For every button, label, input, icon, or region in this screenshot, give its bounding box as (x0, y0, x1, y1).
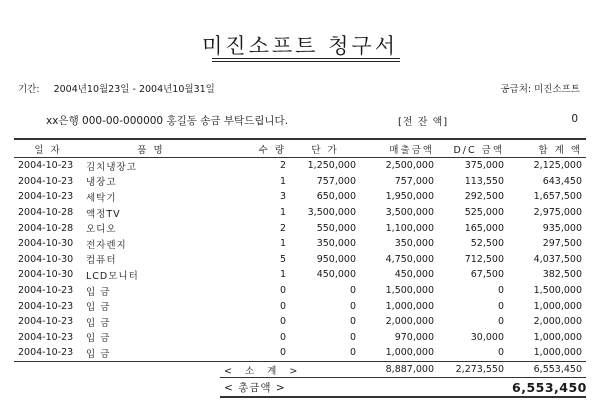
billing-period (18, 81, 215, 95)
cell-unit-price: 0 (349, 285, 356, 297)
cell-date: 2004-10-23 (18, 285, 74, 297)
table-row (14, 267, 586, 283)
invoice-title: 미진소프트 청구서 (202, 34, 398, 58)
col-header-date: 일 자 (14, 139, 82, 158)
cell-dc-amount: 67,500 (470, 269, 504, 281)
cell-unit-price: 0 (349, 347, 356, 359)
cell-qty: 2 (279, 222, 286, 234)
grand-total-label: < 총금액 > (220, 378, 438, 398)
grand-total-value: 6,553,450 (508, 378, 586, 398)
table-row (14, 298, 586, 314)
cell-unit-price: 757,000 (316, 175, 356, 187)
subtotal-row (14, 361, 586, 378)
cell-total: 382,500 (542, 269, 582, 281)
cell-sales-amount: 4,750,000 (385, 253, 434, 265)
cell-qty: 1 (279, 175, 286, 187)
table-row (14, 236, 586, 252)
cell-total: 1,000,000 (533, 300, 582, 312)
cell-dc-amount: 0 (497, 285, 504, 297)
cell-qty: 0 (279, 300, 286, 312)
cell-item-name: 김치냉장고 (86, 161, 137, 173)
subtotal-dc: 2,273,550 (438, 361, 508, 378)
cell-total: 2,000,000 (533, 316, 582, 328)
cell-dc-amount: 375,000 (464, 160, 504, 172)
cell-dc-amount: 0 (497, 347, 504, 359)
period-start: 2004년10월23일 (53, 84, 130, 95)
cell-dc-amount: 52,500 (470, 238, 504, 250)
cell-dc-amount: 113,550 (464, 175, 504, 187)
cell-dc-amount: 0 (497, 300, 504, 312)
col-header-item: 품 명 (82, 139, 220, 158)
cell-qty: 1 (279, 269, 286, 281)
previous-balance-label: [전 잔 액] (398, 117, 449, 128)
cell-date: 2004-10-28 (18, 207, 74, 219)
cell-item-name: 입 금 (86, 302, 111, 314)
cell-date: 2004-10-23 (18, 347, 74, 359)
cell-sales-amount: 1,500,000 (385, 285, 434, 297)
cell-item-name: 액정TV (86, 208, 121, 220)
period-end: 2004년10월31일 (138, 84, 215, 95)
cell-total: 297,500 (542, 238, 582, 250)
cell-qty: 0 (279, 285, 286, 297)
cell-item-name: 입 금 (86, 348, 111, 360)
cell-unit-price: 350,000 (316, 238, 356, 250)
cell-date: 2004-10-23 (18, 300, 74, 312)
table-row (14, 330, 586, 346)
table-row (14, 189, 586, 205)
supplier: 공급처: 미진소프트 (500, 84, 580, 95)
cell-total: 1,500,000 (533, 285, 582, 297)
cell-total: 2,975,000 (533, 207, 582, 219)
table-row (14, 283, 586, 299)
cell-sales-amount: 3,500,000 (385, 207, 434, 219)
cell-sales-amount: 970,000 (394, 331, 434, 343)
cell-total: 1,657,500 (533, 191, 582, 203)
cell-date: 2004-10-23 (18, 175, 74, 187)
cell-unit-price: 650,000 (316, 191, 356, 203)
col-header-price: 단 가 (290, 139, 360, 158)
cell-sales-amount: 2,500,000 (385, 160, 434, 172)
cell-total: 4,037,500 (533, 253, 582, 265)
cell-item-name: 냉장고 (86, 177, 117, 189)
cell-item-name: 입 금 (86, 286, 111, 298)
cell-date: 2004-10-23 (18, 316, 74, 328)
cell-date: 2004-10-30 (18, 238, 74, 250)
cell-unit-price: 950,000 (316, 253, 356, 265)
cell-total: 935,000 (542, 222, 582, 234)
cell-dc-amount: 0 (497, 316, 504, 328)
cell-dc-amount: 292,500 (464, 191, 504, 203)
cell-qty: 3 (279, 191, 286, 203)
table-row (14, 205, 586, 221)
cell-unit-price: 550,000 (316, 222, 356, 234)
cell-item-name: 오디오 (86, 224, 117, 236)
cell-item-name: LCD모니터 (86, 270, 139, 282)
table-row (14, 252, 586, 268)
cell-sales-amount: 1,000,000 (385, 300, 434, 312)
cell-dc-amount: 165,000 (464, 222, 504, 234)
cell-item-name: 입 금 (86, 333, 111, 345)
subtotal-total: 6,553,450 (508, 361, 586, 378)
cell-sales-amount: 1,100,000 (385, 222, 434, 234)
cell-unit-price: 450,000 (316, 269, 356, 281)
previous-balance-value: 0 (571, 113, 578, 125)
cell-item-name: 입 금 (86, 317, 111, 329)
grand-total-row (14, 378, 586, 398)
cell-sales-amount: 1,950,000 (385, 191, 434, 203)
cell-total: 1,000,000 (533, 347, 582, 359)
cell-item-name: 전자렌지 (86, 239, 127, 251)
cell-dc-amount: 30,000 (470, 331, 504, 343)
subtotal-label: < 소 계 > (220, 361, 360, 378)
cell-date: 2004-10-23 (18, 160, 74, 172)
cell-total: 1,000,000 (533, 331, 582, 343)
cell-unit-price: 1,250,000 (307, 160, 356, 172)
cell-sales-amount: 757,000 (394, 175, 434, 187)
cell-qty: 2 (279, 160, 286, 172)
subtotal-amount: 8,887,000 (360, 361, 438, 378)
cell-qty: 5 (279, 253, 286, 265)
cell-date: 2004-10-23 (18, 331, 74, 343)
bank-transfer-note: xx은행 000-00-000000 홍길동 송금 부탁드립니다. (46, 115, 289, 127)
invoice-table (14, 138, 586, 398)
period-separator: - (132, 84, 136, 95)
cell-total: 2,125,000 (533, 160, 582, 172)
cell-dc-amount: 712,500 (464, 253, 504, 265)
cell-qty: 1 (279, 238, 286, 250)
table-header-row (14, 139, 586, 158)
cell-unit-price: 0 (349, 300, 356, 312)
table-row (14, 345, 586, 361)
cell-total: 643,450 (542, 175, 582, 187)
cell-date: 2004-10-23 (18, 191, 74, 203)
col-header-dc: D/C 금액 (438, 139, 508, 158)
cell-date: 2004-10-30 (18, 269, 74, 281)
col-header-total: 합 계 액 (508, 139, 586, 158)
col-header-qty: 수 량 (220, 139, 290, 158)
cell-sales-amount: 1,000,000 (385, 347, 434, 359)
table-row (14, 158, 586, 174)
col-header-amount: 매출금액 (360, 139, 438, 158)
cell-qty: 1 (279, 207, 286, 219)
cell-item-name: 세탁기 (86, 192, 117, 204)
cell-unit-price: 3,500,000 (307, 207, 356, 219)
cell-unit-price: 0 (349, 316, 356, 328)
cell-date: 2004-10-28 (18, 222, 74, 234)
table-row (14, 314, 586, 330)
period-label: 기간: (18, 84, 40, 95)
cell-unit-price: 0 (349, 331, 356, 343)
cell-item-name: 컴퓨터 (86, 255, 117, 267)
cell-dc-amount: 525,000 (464, 207, 504, 219)
cell-sales-amount: 2,000,000 (385, 316, 434, 328)
table-row (14, 174, 586, 190)
cell-sales-amount: 450,000 (394, 269, 434, 281)
cell-date: 2004-10-30 (18, 253, 74, 265)
title-underline (212, 58, 400, 62)
cell-qty: 0 (279, 331, 286, 343)
cell-qty: 0 (279, 316, 286, 328)
cell-qty: 0 (279, 347, 286, 359)
cell-sales-amount: 350,000 (394, 238, 434, 250)
table-row (14, 220, 586, 236)
